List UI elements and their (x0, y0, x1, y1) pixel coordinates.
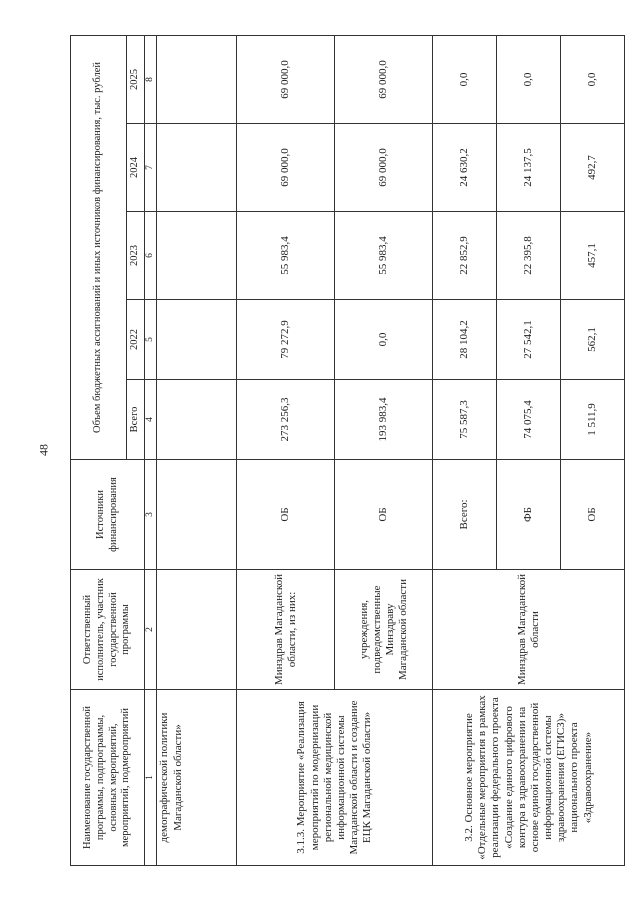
header-executor: Ответственный исполнитель, участник государственной программы (71, 570, 145, 690)
header-name: Наименование государственной программы, подпрограммы, основных мероприятий, мероприятий, подмероприятий (71, 690, 145, 866)
col-number: 2 (145, 570, 157, 690)
cell-2025: 0,0 (433, 35, 497, 123)
cell-2022: 27 542,1 (497, 300, 561, 380)
financing-table (70, 35, 625, 866)
row-32-name: 3.2. Основное мероприятие «Отдельные мероприятия в рамках реализации федерального проекта «Создание единого цифрового контура в здравоохранении на основе единой государственной информационной системы здравоохранения (ЕГИСЗ)» национального проекта «Здравоохранение» (433, 690, 625, 866)
header-total: Всего (127, 380, 145, 460)
col-number: 4 (145, 380, 157, 460)
cell-source: Всего: (433, 460, 497, 570)
cell-total: 1 511,9 (561, 380, 625, 460)
cell-2024: 69 000,0 (237, 124, 335, 212)
cell-2023: 55 983,4 (237, 212, 335, 300)
row-313-subordinate: учреждения, подведомственные Минздраву Магаданской области (335, 570, 433, 690)
row-313-name: 3.1.3. Мероприятие «Реализация мероприятий по модернизации региональной медицинской информационной системы Магаданской области и создание ЕЦК Магаданской области» (237, 690, 433, 866)
cell-2024: 24 630,2 (433, 124, 497, 212)
cell-2025: 0,0 (561, 35, 625, 123)
cell-2025: 69 000,0 (335, 35, 433, 123)
cell-total: 273 256,3 (237, 380, 335, 460)
header-source: Источники финансирования (71, 460, 145, 570)
cell-source: ОБ (335, 460, 433, 570)
header-year-2025: 2025 (127, 35, 145, 123)
table-row (237, 35, 335, 865)
header-year-2024: 2024 (127, 124, 145, 212)
col-number: 7 (145, 124, 157, 212)
cell-2023: 22 395,8 (497, 212, 561, 300)
page-number: 48 (36, 444, 51, 456)
cell-2025: 0,0 (497, 35, 561, 123)
cell-total: 75 587,3 (433, 380, 497, 460)
cell-2022: 0,0 (335, 300, 433, 380)
col-number: 8 (145, 35, 157, 123)
cell-total: 74 075,4 (497, 380, 561, 460)
cell-2023: 457,1 (561, 212, 625, 300)
col-number: 5 (145, 300, 157, 380)
cell-2024: 492,7 (561, 124, 625, 212)
cell-2024: 24 137,5 (497, 124, 561, 212)
cell-2022: 79 272,9 (237, 300, 335, 380)
header-year-2022: 2022 (127, 300, 145, 380)
cell-source: ФБ (497, 460, 561, 570)
table-row (433, 35, 497, 865)
cell-source: ОБ (561, 460, 625, 570)
header-year-2023: 2023 (127, 212, 145, 300)
cell-2025: 69 000,0 (237, 35, 335, 123)
cell-source: ОБ (237, 460, 335, 570)
rotated-table-container (70, 36, 625, 866)
col-number: 3 (145, 460, 157, 570)
cell-2024: 69 000,0 (335, 124, 433, 212)
row-313-executor: Минздрав Магаданской области, из них: (237, 570, 335, 690)
cell-2022: 28 104,2 (433, 300, 497, 380)
col-number: 1 (145, 690, 157, 866)
header-volume: Объем бюджетных ассигнований и иных источников финансирования, тыс. рублей (71, 35, 127, 459)
cell-total: 193 983,4 (335, 380, 433, 460)
table-row (157, 35, 237, 865)
cell-2023: 22 852,9 (433, 212, 497, 300)
col-number: 6 (145, 212, 157, 300)
cell-2022: 562,1 (561, 300, 625, 380)
row-continuation-name: демографической политики Магаданской области» (157, 690, 237, 866)
cell-2023: 55 983,4 (335, 212, 433, 300)
row-32-executor: Минздрав Магаданской области (433, 570, 625, 690)
